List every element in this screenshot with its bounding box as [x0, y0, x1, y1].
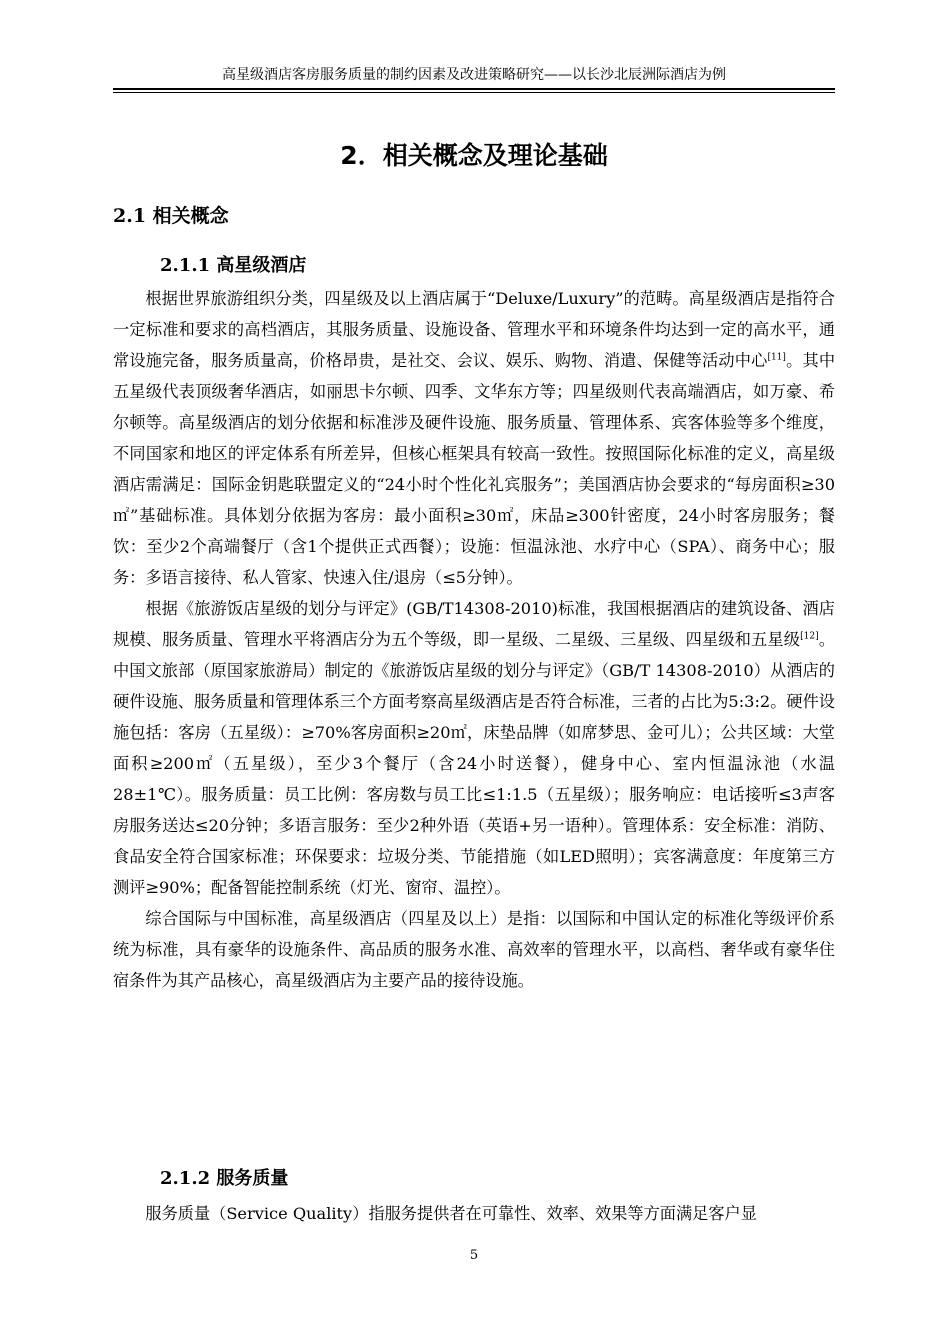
header-rule-thin	[113, 92, 835, 93]
paragraph-4: 服务质量（Service Quality）指服务提供者在可靠性、效率、效果等方面满足客户显	[145, 1204, 757, 1223]
paragraph-2-part-b: 。中国文旅部（原国家旅游局）制定的《旅游饭店星级的划分与评定》（GB/T 14308-2010）从酒店的硬件设施、服务质量和管理体系三个方面考察高星级酒店是否符合标准，三者的占比为5:3:2。硬件设施包括：客房（五星级）：≥70%客房面积≥20㎡，床垫品牌（如席梦思、金可儿）；公共区域：大堂面积≥200㎡（五星级），至少3个餐厅（含24小时送餐），健身中心、室内恒温泳池（水温28±1℃）。服务质量：员工比例：客房数与员工比≤1:1.5（五星级）；服务响应：电话接听≤3声客房服务送达≤20分钟；多语言服务：至少2种外语（英语+另一语种）。管理体系：安全标准：消防、食品安全符合国家标准；环保要求：垃圾分类、节能措施（如LED照明）；宾客满意度：年度第三方测评≥90%；配备智能控制系统（灯光、窗帘、温控）。	[113, 630, 836, 897]
chapter-title: 2．相关概念及理论基础	[340, 141, 608, 170]
paragraph-3: 综合国际与中国标准，高星级酒店（四星及以上）是指：以国际和中国认定的标准化等级评价系统为标准，具有豪华的设施条件、高品质的服务水准、高效率的管理水平，以高档、奢华或有豪华住宿条件为其产品核心，高星级酒店为主要产品的接待设施。	[113, 909, 835, 990]
paragraph-2-part-a: 根据《旅游饭店星级的划分与评定》(GB/T14308-2010)标准，我国根据酒店的建筑设备、酒店规模、服务质量、管理水平将酒店分为五个等级，即一星级、二星级、三星级、四星级和五星级	[113, 599, 835, 649]
subsection-heading-2: 2.1.2 服务质量	[160, 1168, 289, 1189]
body-text	[113, 283, 835, 996]
page-number: 5	[469, 1248, 479, 1263]
header-rule-thick	[113, 88, 835, 90]
citation-11: [11]	[767, 352, 786, 363]
section-heading: 2.1 相关概念	[113, 205, 229, 227]
paragraph-1-part-b: 。其中五星级代表顶级奢华酒店，如丽思卡尔顿、四季、文华东方等；四星级则代表高端酒店，如万豪、希尔顿等。高星级酒店的划分依据和标准涉及硬件设施、服务质量、管理体系、宾客体验等多个维度，不同国家和地区的评定体系有所差异，但核心框架具有较高一致性。按照国际化标准的定义，高星级酒店需满足：国际金钥匙联盟定义的“24小时个性化礼宾服务”；美国酒店协会要求的“每房面积≥30㎡”基础标准。具体划分依据为客房：最小面积≥30㎡，床品≥300针密度，24小时客房服务；餐饮：至少2个高端餐厅（含1个提供正式西餐）；设施：恒温泳池、水疗中心（SPA）、商务中心；服务：多语言接待、私人管家、快速入住/退房（≤5分钟）。	[113, 351, 836, 587]
body-text-2	[113, 1198, 835, 1229]
running-header: 高星级酒店客房服务质量的制约因素及改进策略研究——以长沙北辰洲际酒店为例	[222, 67, 726, 83]
subsection-heading-1: 2.1.1 高星级酒店	[160, 255, 307, 276]
paragraph-1	[113, 283, 835, 593]
paragraph-2	[113, 593, 835, 903]
citation-12: [12]	[800, 631, 819, 642]
paragraph-1-part-a: 根据世界旅游组织分类，四星级及以上酒店属于“Deluxe/Luxury”的范畴。高星级酒店是指符合一定标准和要求的高档酒店，其服务质量、设施设备、管理水平和环境条件均达到一定的高水平，通常设施完备，服务质量高，价格昂贵，是社交、会议、娱乐、购物、消遣、保健等活动中心	[113, 289, 835, 370]
